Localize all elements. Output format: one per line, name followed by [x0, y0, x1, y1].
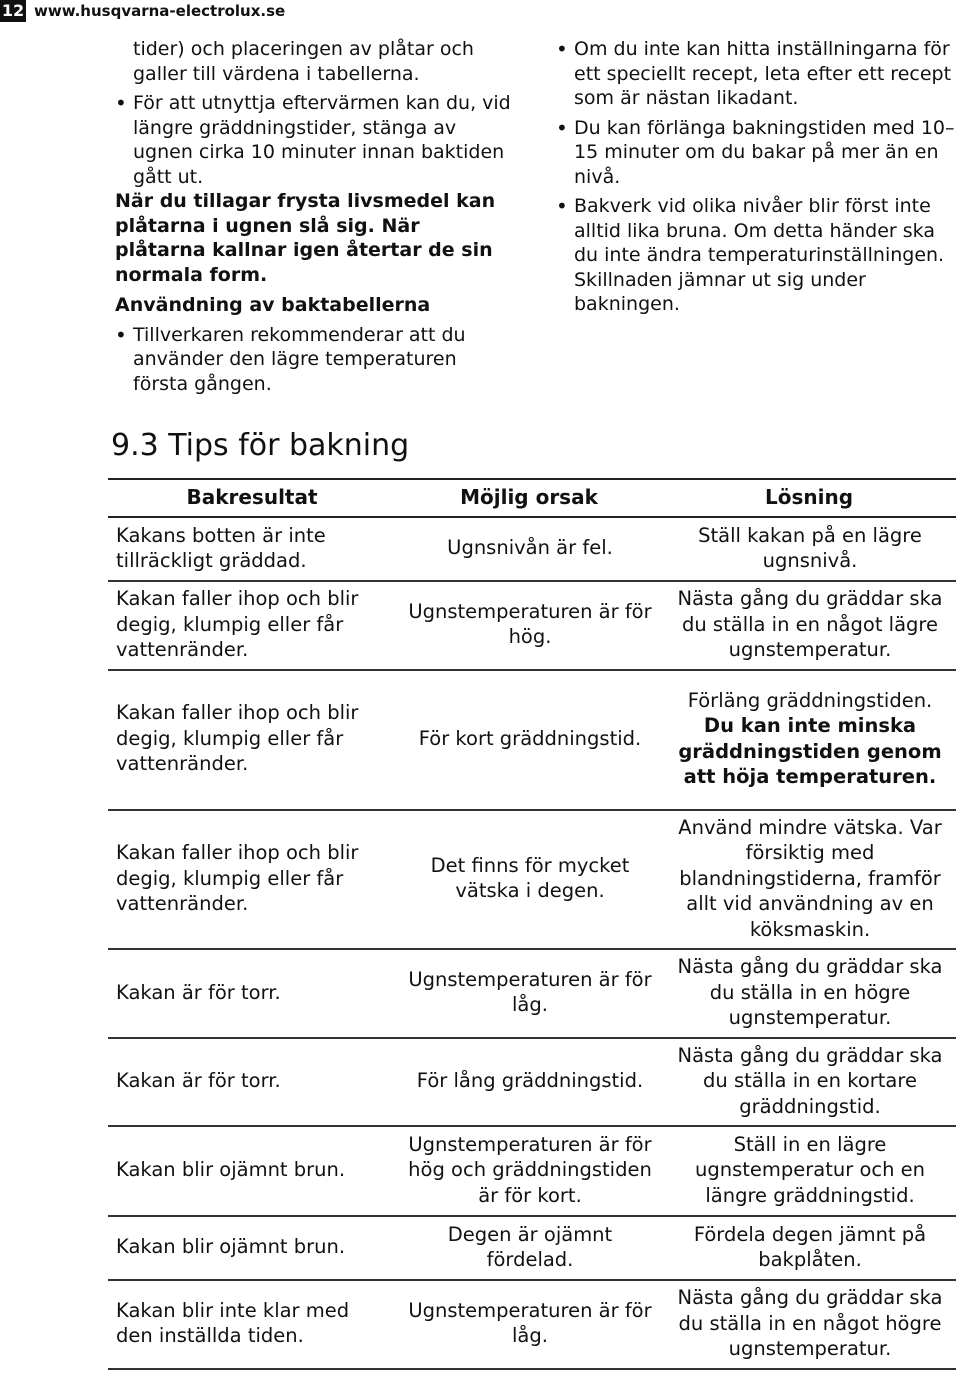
cell-cause: Det finns för mycket vätska i degen. — [396, 810, 662, 950]
right-column — [556, 37, 956, 317]
cell-result: Kakan blir ojämnt brun. — [108, 1216, 396, 1280]
cell-solution — [662, 517, 956, 581]
table-row — [108, 581, 956, 670]
cell-cause: Degen är ojämnt fördelad. — [396, 1216, 662, 1280]
table-row — [108, 1280, 956, 1369]
table-row — [108, 1126, 956, 1216]
solution-text: Nästa gång du gräddar ska du ställa in en högre ugnstemperatur. — [677, 955, 943, 1029]
solution-bold-text: Du kan inte minska gräddningstiden genom att höja temperaturen. — [678, 714, 942, 788]
cell-result: Kakan är för torr. — [108, 1038, 396, 1127]
table-row — [108, 670, 956, 810]
solution-text: Nästa gång du gräddar ska du ställa in en något högre ugnstemperatur. — [677, 1286, 943, 1360]
cell-solution — [662, 949, 956, 1038]
list-item: • För att utnyttja eftervärmen kan du, vid längre gräddningstider, stänga av ugnen cirka 10 minuter innan baktiden gått ut. — [115, 91, 515, 189]
header-solution: Lösning — [662, 479, 956, 517]
cell-result: Kakan blir ojämnt brun. — [108, 1126, 396, 1216]
subheading-baking-tables: Användning av baktabellerna — [115, 294, 431, 316]
list-item: • Om du inte kan hitta inställningarna för ett speciellt recept, leta efter ett recept som är nästan likadant. — [556, 37, 956, 111]
page-header — [0, 0, 285, 22]
list-item: • Tillverkaren rekommenderar att du använder den lägre temperaturen första gången. — [115, 323, 515, 397]
cell-result: Kakan faller ihop och blir degig, klumpig eller får vattenränder. — [108, 581, 396, 670]
site-url: www.husqvarna-electrolux.se — [34, 2, 286, 20]
cell-solution — [662, 810, 956, 950]
header-result: Bakresultat — [108, 479, 396, 517]
cell-solution — [662, 1216, 956, 1280]
continued-text: tider) och placeringen av plåtar och galler till värdena i tabellerna. — [133, 38, 474, 85]
table-body — [108, 517, 956, 1369]
table-row — [108, 949, 956, 1038]
solution-text: Nästa gång du gräddar ska du ställa in en kortare gräddningstid. — [677, 1043, 943, 1118]
cell-result: Kakan blir inte klar med den inställda tiden. — [108, 1280, 396, 1369]
solution-text: Ställ in en lägre ugnstemperatur och en längre gräddningstid. — [694, 1132, 926, 1207]
cell-cause: Ugnsnivån är fel. — [396, 517, 662, 581]
baking-tips-table — [108, 478, 956, 1370]
tips-list-1 — [115, 91, 515, 189]
table-row — [108, 517, 956, 581]
cell-result: Kakan faller ihop och blir degig, klumpig eller får vattenränder. — [108, 810, 396, 950]
cell-cause: För lång gräddningstid. — [396, 1038, 662, 1127]
tips-list-3 — [556, 37, 956, 317]
cell-cause: Ugnstemperaturen är för hög. — [396, 581, 662, 670]
solution-text: Ställ kakan på en lägre ugnsnivå. — [698, 523, 922, 572]
tips-list-2 — [115, 323, 515, 397]
frozen-food-note: När du tillagar frysta livsmedel kan plåtarna i ugnen slå sig. När plåtarna kallnar igen återtar de sin normala form. — [115, 190, 496, 286]
cell-solution — [662, 1280, 956, 1369]
cell-cause: Ugnstemperaturen är för låg. — [396, 1280, 662, 1369]
solution-text: Fördela degen jämnt på bakplåten. — [693, 1222, 927, 1271]
left-column — [115, 37, 515, 396]
cell-cause: För kort gräddningstid. — [396, 670, 662, 810]
header-cause: Möjlig orsak — [396, 479, 662, 517]
cell-cause: Ugnstemperaturen är för hög och gräddningstiden är för kort. — [396, 1126, 662, 1216]
cell-cause: Ugnstemperaturen är för låg. — [396, 949, 662, 1038]
table-row — [108, 810, 956, 950]
solution-text: Använd mindre vätska. Var försiktig med blandningstiderna, framför allt vid användning av en köksmaskin. — [678, 815, 942, 941]
cell-solution — [662, 1038, 956, 1127]
cell-solution — [662, 581, 956, 670]
solution-text: Förläng gräddningstiden. — [687, 688, 933, 712]
cell-solution — [662, 670, 956, 810]
cell-result: Kakans botten är inte tillräckligt gräddad. — [108, 517, 396, 581]
list-item: • Du kan förlänga bakningstiden med 10–15 minuter om du bakar på mer än en nivå. — [556, 116, 956, 190]
table-header-row — [108, 479, 956, 517]
table-row — [108, 1038, 956, 1127]
table-row — [108, 1216, 956, 1280]
cell-result: Kakan faller ihop och blir degig, klumpig eller får vattenränder. — [108, 670, 396, 810]
page-number: 12 — [1, 1, 25, 20]
cell-solution — [662, 1126, 956, 1216]
section-title: 9.3 Tips för bakning — [111, 428, 410, 463]
solution-text: Nästa gång du gräddar ska du ställa in en något lägre ugnstemperatur. — [677, 587, 943, 661]
cell-result: Kakan är för torr. — [108, 949, 396, 1038]
list-item: • Bakverk vid olika nivåer blir först inte alltid lika bruna. Om detta händer ska du inte ändra temperaturinställningen. Skillnaden jämnar ut sig under bakningen. — [556, 194, 956, 317]
